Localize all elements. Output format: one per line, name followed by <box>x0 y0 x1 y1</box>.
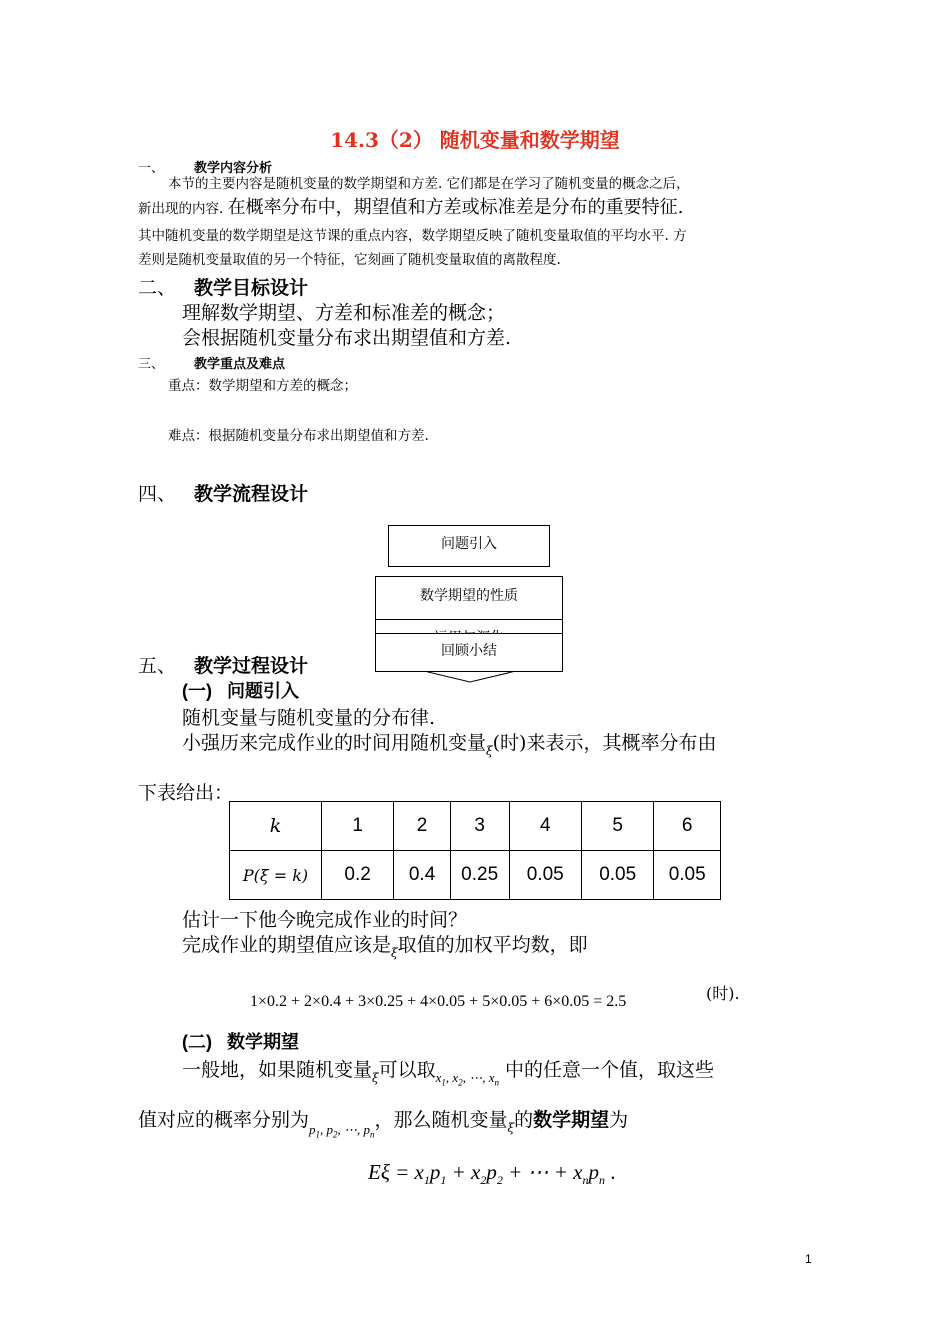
flow-box: 问题引入 <box>388 525 550 567</box>
probability-list: p1, p2, ⋯, pn <box>309 1122 375 1140</box>
paragraph-line: 估计一下他今晚完成作业的时间？ <box>182 909 468 931</box>
calc-unit: (时). <box>706 984 740 1003</box>
distribution-table <box>229 801 721 900</box>
paragraph-line: 小强历来完成作业的时间用随机变量$_\xi$(时)来表示，其概率分布由 <box>182 732 717 758</box>
table-row <box>230 802 721 851</box>
goal-item: 会根据随机变量分布求出期望值和方差. <box>182 327 512 349</box>
table-cell: 0.2 <box>321 851 393 900</box>
table-cell: 0.05 <box>509 851 581 900</box>
table-cell: 6 <box>654 802 721 851</box>
table-cell: 0.4 <box>394 851 451 900</box>
table-cell: 1 <box>321 802 393 851</box>
section-3-heading: 三、 教学重点及难点 <box>138 357 286 372</box>
table-cell: 5 <box>581 802 653 851</box>
paragraph-line: 下表给出： <box>138 782 234 804</box>
table-cell: 0.05 <box>581 851 653 900</box>
goal-item: 理解数学期望、方差和标准差的概念； <box>182 302 506 324</box>
section-2-heading: 二、 教学目标设计 <box>138 277 309 299</box>
key-point: 重点：数学期望和方差的概念； <box>168 378 357 394</box>
subsection-heading: (一) 问题引入 <box>182 681 300 701</box>
expectation-formula: $E\xi = x_1p_1 + x_2p_2$ + ⋯ + $x_np_n$ . <box>368 1160 616 1188</box>
paragraph-line: 随机变量与随机变量的分布律. <box>182 707 436 729</box>
flow-box: 数学期望的性质 <box>375 576 563 620</box>
value-list: x1, x2, ⋯, xn <box>435 1070 499 1088</box>
table-cell: 2 <box>394 802 451 851</box>
table-cell: 0.05 <box>654 851 721 900</box>
flow-box: 回顾小结 <box>375 633 563 672</box>
paragraph-line: 值对应的概率分别为$_{p_1, p_2, \cdots, p_n}$，那么随机变量$_\xi$的数学期望为 <box>138 1109 629 1140</box>
difficult-point: 难点：根据随机变量分布求出期望值和方差. <box>168 428 429 444</box>
section-4-heading: 四、 教学流程设计 <box>138 483 309 505</box>
section-number: 一、 <box>138 161 165 176</box>
section-title: 教学内容分析 <box>194 161 273 176</box>
table-cell: 4 <box>509 802 581 851</box>
paragraph-line: 一般地，如果随机变量$_\xi$可以取$_{x_1, x_2, \cdots, x_n}$ 中的任意一个值，取这些 <box>182 1059 715 1088</box>
table-row <box>230 851 721 900</box>
page-title: 14.3（2） 随机变量和数学期望 <box>330 128 620 152</box>
paragraph-line: 新出现的内容. 在概率分布中，期望值和方差或标准差是分布的重要特征. <box>138 197 684 218</box>
table-cell: 0.25 <box>450 851 509 900</box>
paragraph-line: 其中随机变量的数学期望是这节课的重点内容，数学期望反映了随机变量取值的平均水平. 方 <box>138 228 687 244</box>
paragraph-line: 本节的主要内容是随机变量的数学期望和方差. 它们都是在学习了随机变量的概念之后， <box>168 176 690 192</box>
expectation-calculation: 1×0.2 + 2×0.4 + 3×0.25 + 4×0.05 + 5×0.05 + 6×0.05 = 2.5 <box>250 993 627 1010</box>
paragraph-line: 完成作业的期望值应该是$_\xi$取值的加权平均数，即 <box>182 934 588 960</box>
page-number: 1 <box>805 1252 812 1266</box>
section-5-heading: 五、 教学过程设计 <box>138 655 309 677</box>
table-cell: 3 <box>450 802 509 851</box>
paragraph-line: 差则是随机变量取值的另一个特征，它刻画了随机变量取值的离散程度. <box>138 252 561 268</box>
table-row-label: k <box>230 802 322 851</box>
table-row-label: P(ξ = k) <box>230 851 322 900</box>
subsection-heading: (二) 数学期望 <box>182 1032 300 1052</box>
